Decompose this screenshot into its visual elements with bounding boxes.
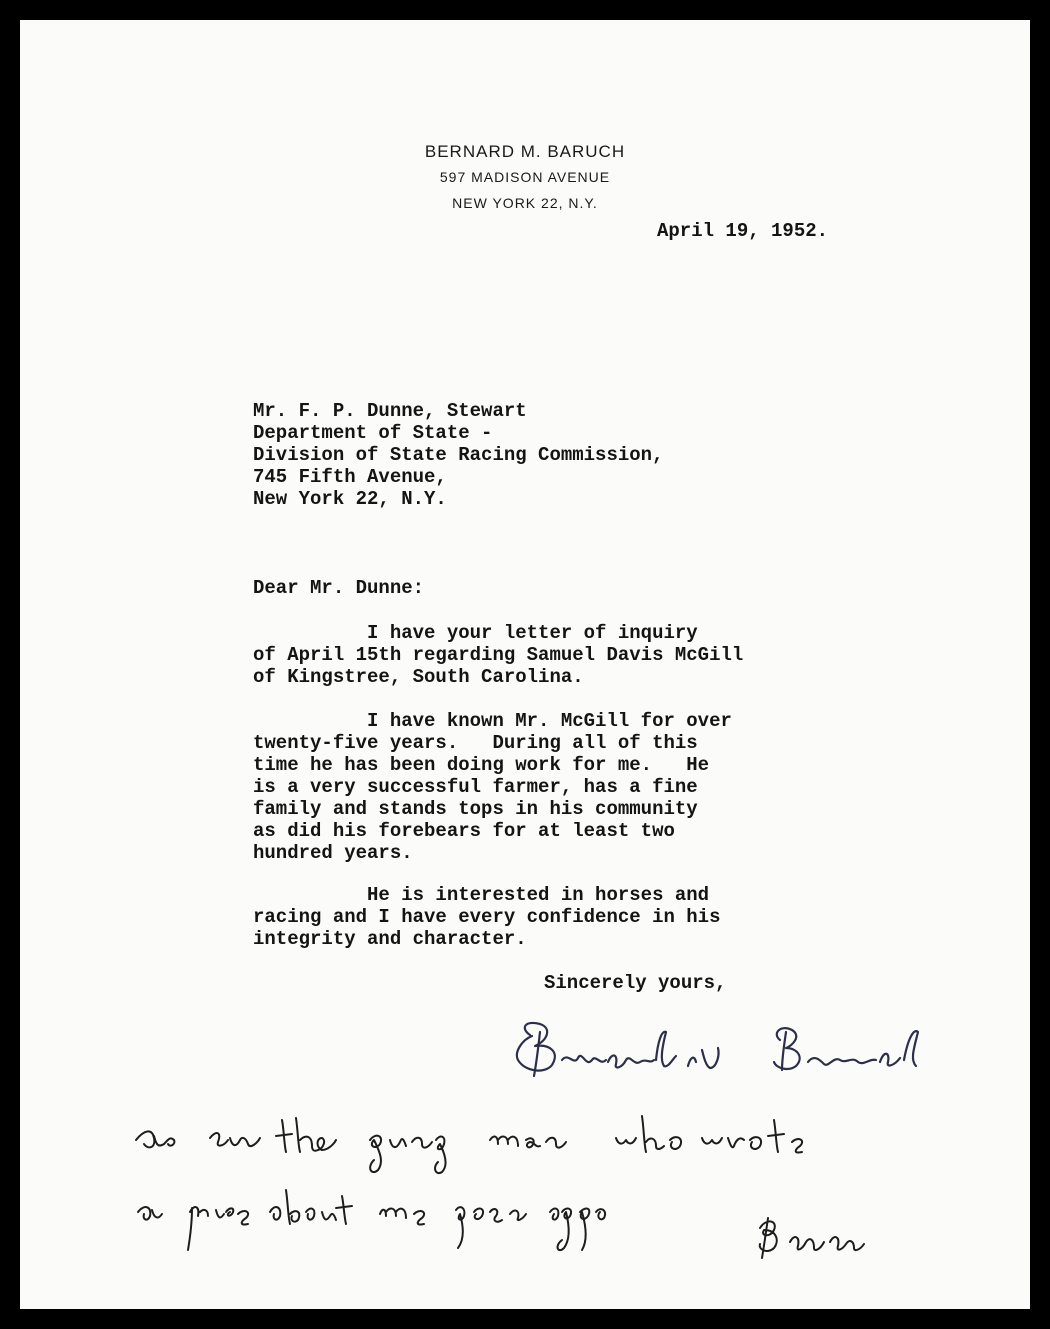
recipient-line: Department of State - (253, 422, 493, 444)
recipient-line: New York 22, N.Y. (253, 488, 447, 510)
letter-page (20, 20, 1030, 1309)
letter-date: April 19, 1952. (657, 220, 829, 242)
recipient-line: Mr. F. P. Dunne, Stewart (253, 400, 527, 422)
body-paragraph-3: He is interested in horses and racing and I have every confidence in his integrity and character. (253, 884, 721, 950)
signature (490, 1010, 970, 1100)
handwritten-note (130, 1100, 960, 1270)
recipient-line: 745 Fifth Avenue, (253, 466, 447, 488)
letterhead (20, 140, 1030, 216)
closing: Sincerely yours, (544, 972, 727, 994)
body-paragraph-1: I have your letter of inquiry of April 15th regarding Samuel Davis McGill of Kingstree, South Carolina. (253, 622, 744, 688)
recipient-line: Division of State Racing Commission, (253, 444, 664, 466)
body-paragraph-2: I have known Mr. McGill for over twenty-five years. During all of this time he has been doing work for me. He is a very successful farmer, has a fine family and stands tops in his community as did his forebears for at least two hundred years. (253, 710, 732, 864)
recipient-address (253, 400, 663, 510)
letterhead-city: NEW YORK 22, N.Y. (452, 195, 598, 211)
salutation: Dear Mr. Dunne: (253, 577, 425, 599)
letterhead-name: BERNARD M. BARUCH (424, 142, 626, 161)
letterhead-street: 597 MADISON AVENUE (439, 169, 611, 185)
